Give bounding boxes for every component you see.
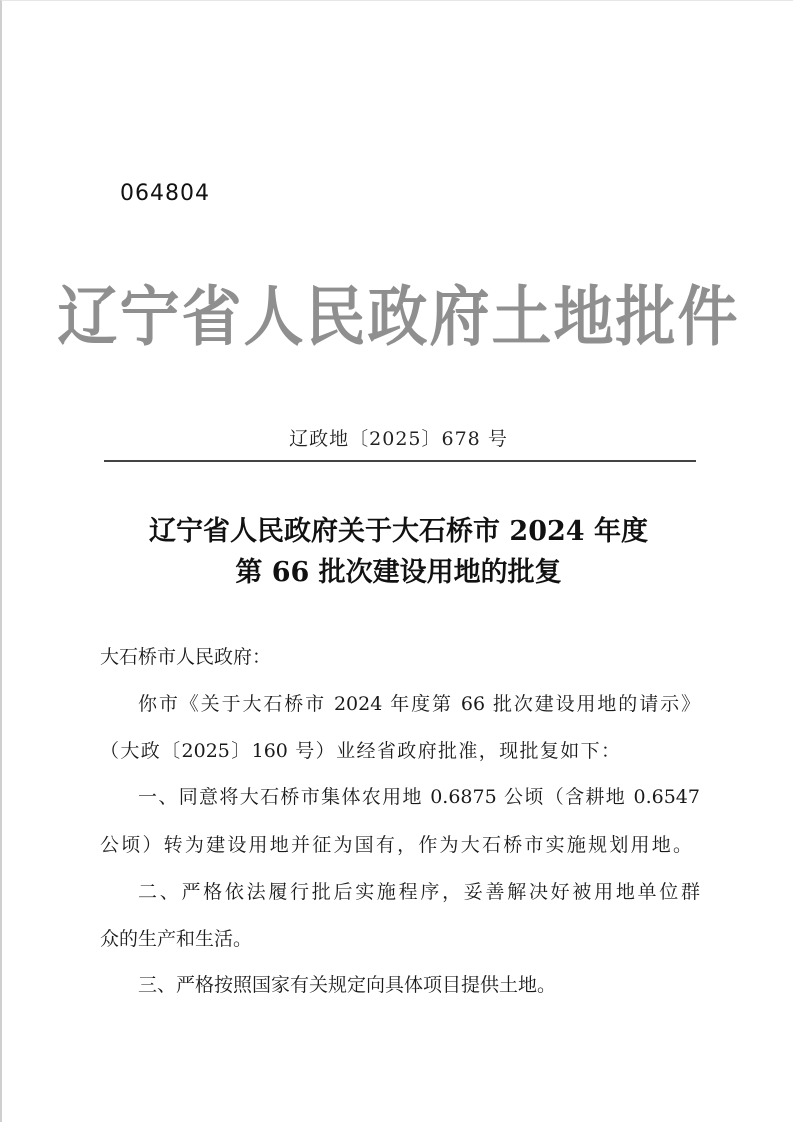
serial-number: 064804 <box>120 181 210 206</box>
document-title-line-1: 辽宁省人民政府关于大石桥市 2024 年度 <box>149 516 648 547</box>
body-line-1: 你市《关于大石桥市 2024 年度第 66 批次建设用地的请示》 <box>138 693 700 715</box>
header-divider <box>104 460 696 462</box>
body-line-6: 众的生产和生活。 <box>100 928 253 950</box>
salutation: 大石桥市人民政府： <box>100 646 272 668</box>
body-line-5: 二、严格依法履行批后实施程序，妥善解决好被用地单位群 <box>138 881 700 903</box>
document-number: 辽政地〔2025〕678 号 <box>289 428 508 450</box>
body-line-2: （大政〔2025〕160 号）业经省政府批准，现批复如下： <box>100 740 620 762</box>
document-title-line-2: 第 66 批次建设用地的批复 <box>235 557 562 588</box>
body-line-3: 一、同意将大石桥市集体农用地 0.6875 公顷（含耕地 0.6547 <box>138 786 700 808</box>
body-line-4: 公顷）转为建设用地并征为国有，作为大石桥市实施规划用地。 <box>100 834 692 856</box>
body-line-7: 三、严格按照国家有关规定向具体项目提供土地。 <box>138 974 557 996</box>
masthead-title: 辽宁省人民政府土地批件 <box>57 279 740 356</box>
